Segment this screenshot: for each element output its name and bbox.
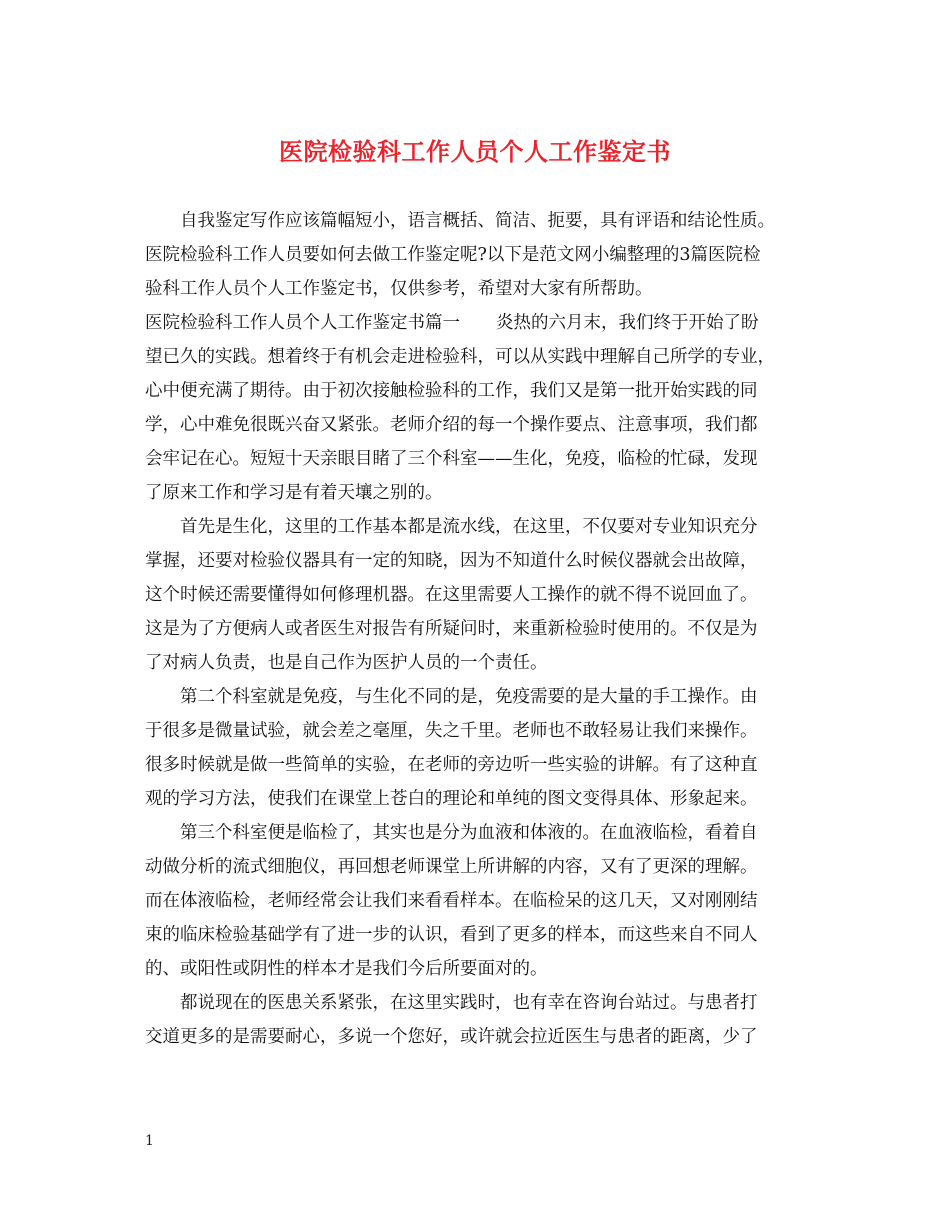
text-line: 的、或阳性或阴性的样本才是我们今后所要面对的。 <box>145 959 548 979</box>
document-title: 医院检验科工作人员个人工作鉴定书 <box>279 137 671 166</box>
text-line: 验科工作人员个人工作鉴定书，仅供参考，希望对大家有所帮助。 <box>145 279 653 299</box>
text-line: 了原来工作和学习是有着天壤之别的。 <box>145 483 443 503</box>
text-line: 第三个科室便是临检了，其实也是分为血液和体液的。在血液临检，看着自 <box>180 823 758 843</box>
text-line: 第二个科室就是免疫，与生化不同的是，免疫需要的是大量的手工操作。由 <box>180 687 758 707</box>
text-line: 会牢记在心。短短十天亲眼目睹了三个科室——生化，免疫，临检的忙碌，发现 <box>145 449 758 469</box>
text-line: 束的临床检验基础学有了进一步的认识，看到了更多的样本，而这些来自不同人 <box>145 925 758 945</box>
text-line: 很多时候就是做一些简单的实验，在老师的旁边听一些实验的讲解。有了这种直 <box>145 755 758 775</box>
text-line: 这是为了方便病人或者医生对报告有所疑问时，来重新检验时使用的。不仅是为 <box>145 619 758 639</box>
text-line: 首先是生化，这里的工作基本都是流水线，在这里，不仅要对专业知识充分 <box>180 517 758 537</box>
text-line: 掌握，还要对检验仪器具有一定的知晓，因为不知道什么时候仪器就会出故障， <box>145 551 758 571</box>
text-line: 动做分析的流式细胞仪，再回想老师课堂上所讲解的内容，又有了更深的理解。 <box>145 857 758 877</box>
text-line: 自我鉴定写作应该篇幅短小，语言概括、简洁、扼要，具有评语和结论性质。 <box>180 211 775 231</box>
text-line: 而在体液临检，老师经常会让我们来看看样本。在临检呆的这几天，又对刚刚结 <box>145 891 758 911</box>
text-line: 于很多是微量试验，就会差之毫厘，失之千里。老师也不敢轻易让我们来操作。 <box>145 721 758 741</box>
text-line: 了对病人负责，也是自己作为医护人员的一个责任。 <box>145 653 548 673</box>
text-line: 心中便充满了期待。由于初次接触检验科的工作，我们又是第一批开始实践的同 <box>145 381 758 401</box>
text-line-with-heading <box>145 306 825 340</box>
text-line: 都说现在的医患关系紧张，在这里实践时，也有幸在咨询台站过。与患者打 <box>180 993 758 1013</box>
page-number: 1 <box>145 1133 154 1149</box>
text-line: 这个时候还需要懂得如何修理机器。在这里需要人工操作的就不得不说回血了。 <box>145 585 758 605</box>
section-heading: 医院检验科工作人员个人工作鉴定书篇一 <box>145 313 460 333</box>
text-line: 学，心中难免很既兴奋又紧张。老师介绍的每一个操作要点、注意事项，我们都 <box>145 415 758 435</box>
document-body <box>145 204 825 1054</box>
text-line: 望已久的实践。想着终于有机会走进检验科，可以从实践中理解自己所学的专业， <box>145 347 775 367</box>
text-fragment: 炎热的六月末，我们终于开始了盼 <box>496 313 759 333</box>
text-line: 观的学习方法，使我们在课堂上苍白的理论和单纯的图文变得具体、形象起来。 <box>145 789 758 809</box>
text-line: 交道更多的是需要耐心，多说一个您好，或许就会拉近医生与患者的距离，少了 <box>145 1027 758 1047</box>
text-line: 医院检验科工作人员要如何去做工作鉴定呢?以下是范文网小编整理的3篇医院检 <box>145 245 761 265</box>
